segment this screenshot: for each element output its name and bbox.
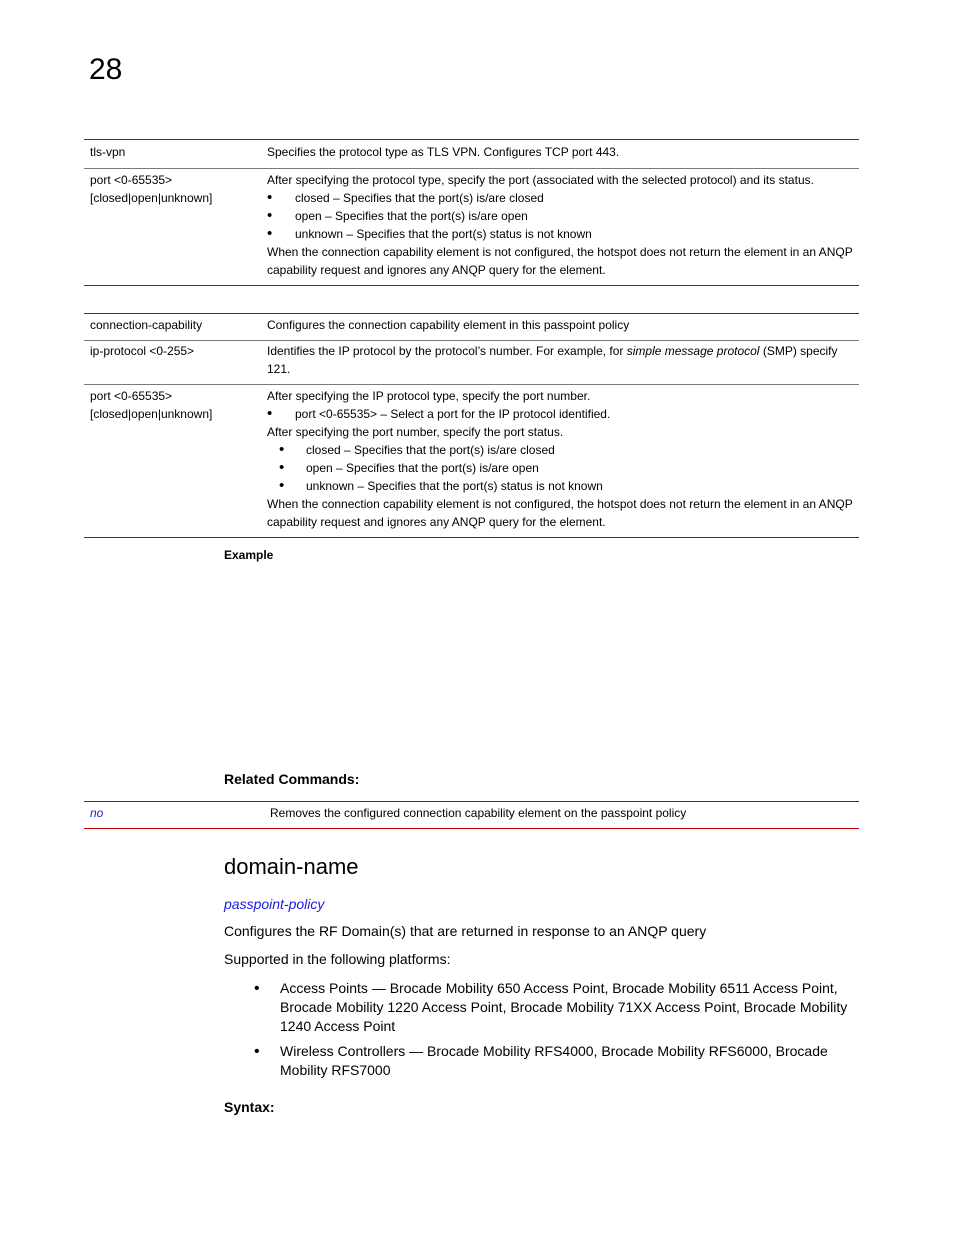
param-name: ip-protocol <0-255> xyxy=(90,344,195,358)
parent-command-link[interactable]: passpoint-policy xyxy=(224,896,325,912)
param-mid: After specifying the port number, specify the port status. xyxy=(267,425,564,439)
status-list xyxy=(267,441,853,495)
section-title: domain-name xyxy=(224,854,359,879)
param-name: port <0-65535> [closed|open|unknown] xyxy=(90,389,213,421)
param-name: tls-vpn xyxy=(90,145,126,159)
list-item: • Access Points — Brocade Mobility 650 Access Point, Brocade Mobility 6511 Access Point, Brocade Mobility 1220 Access Point, Brocade Mobility 71XX Access Point, Brocade Mobility 1240 Access Point xyxy=(254,979,866,1036)
section-description: Configures the RF Domain(s) that are returned in response to an ANQP query xyxy=(224,923,707,939)
related-command-desc: Removes the configured connection capability element on the passpoint policy xyxy=(270,806,687,820)
param-name: port <0-65535> [closed|open|unknown] xyxy=(90,173,213,205)
related-commands-table xyxy=(84,801,859,829)
syntax-heading: Syntax: xyxy=(224,1099,275,1115)
parameter-table-connection-capability xyxy=(84,313,859,538)
related-command-cell xyxy=(84,802,270,829)
desc-italic: simple message protocol xyxy=(626,344,760,358)
param-intro: After specifying the IP protocol type, specify the port number. xyxy=(267,389,591,403)
list-item: • closed – Specifies that the port(s) is/are closed xyxy=(267,441,853,459)
platforms-list xyxy=(254,979,866,1086)
table-row xyxy=(84,802,859,829)
table-row xyxy=(84,385,859,538)
param-name: connection-capability xyxy=(90,318,203,332)
table-row xyxy=(84,169,859,286)
param-description xyxy=(267,385,859,538)
table-row xyxy=(84,341,859,385)
table-row xyxy=(84,140,859,169)
list-item: • Wireless Controllers — Brocade Mobility RFS4000, Brocade Mobility RFS6000, Brocade Mobility RFS7000 xyxy=(254,1042,866,1080)
chapter-number: 28 xyxy=(89,53,123,86)
param-note: When the connection capability element is not configured, the hotspot does not return the element in an ANQP capability request and ignores any ANQP query for the element. xyxy=(267,245,853,277)
desc-text: Identifies the IP protocol by the protocol’s number. For example, for xyxy=(267,344,627,358)
param-intro: After specifying the protocol type, specify the port (associated with the selected protocol) and its status. xyxy=(267,173,814,187)
list-item: • closed – Specifies that the port(s) is/are closed xyxy=(267,189,853,207)
related-command-link-no[interactable]: no xyxy=(90,806,104,820)
port-list xyxy=(267,405,853,423)
list-item: • open – Specifies that the port(s) is/are open xyxy=(267,459,853,477)
table-row xyxy=(84,314,859,341)
param-description: Specifies the protocol type as TLS VPN. Configures TCP port 443. xyxy=(267,145,620,159)
list-item: • open – Specifies that the port(s) is/are open xyxy=(267,207,853,225)
param-description: Configures the connection capability element in this passpoint policy xyxy=(267,318,630,332)
param-description xyxy=(267,341,859,385)
param-description xyxy=(267,169,859,286)
related-commands-heading: Related Commands: xyxy=(224,771,360,787)
status-list xyxy=(267,189,853,243)
desc-text: (SMP) specify 121. xyxy=(267,344,838,376)
parameter-table-tls xyxy=(84,139,859,286)
param-note: When the connection capability element is not configured, the hotspot does not return the element in an ANQP capability request and ignores any ANQP query for the element. xyxy=(267,497,853,529)
list-item: • port <0-65535> – Select a port for the IP protocol identified. xyxy=(267,405,853,423)
platforms-intro: Supported in the following platforms: xyxy=(224,951,451,967)
list-item: • unknown – Specifies that the port(s) status is not known xyxy=(267,225,853,243)
breadcrumb xyxy=(224,895,324,913)
example-heading: Example xyxy=(224,548,274,562)
list-item: • unknown – Specifies that the port(s) status is not known xyxy=(267,477,853,495)
